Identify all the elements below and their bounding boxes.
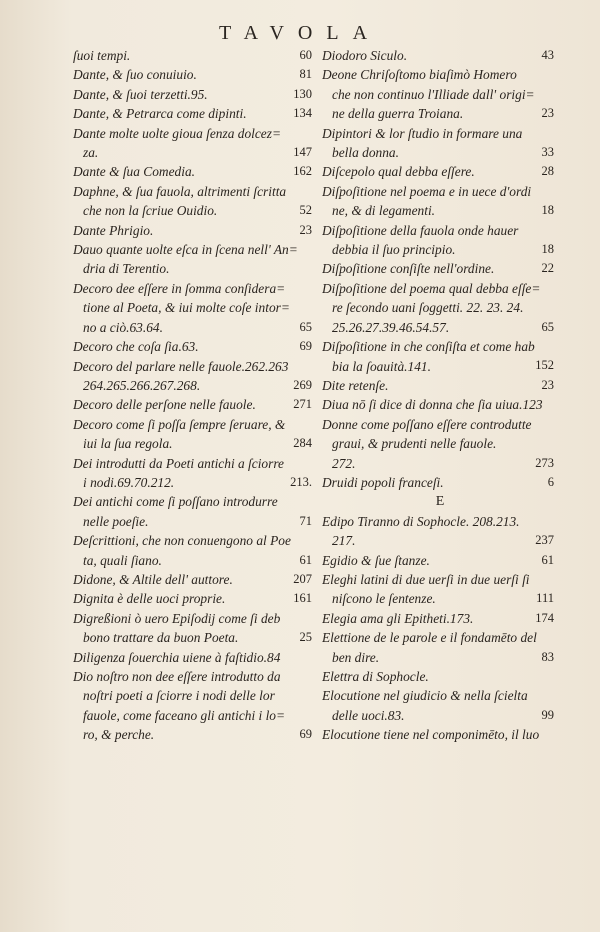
- entry-text: delle uoci.83.: [332, 707, 405, 723]
- page-number: 28: [541, 164, 554, 179]
- page-number: 273: [535, 455, 554, 470]
- page-number: 23: [299, 222, 312, 237]
- entry-text: che non continuo l'Illiade dall' origi=: [332, 86, 535, 102]
- entry-text: iui la ſua regola.: [83, 436, 173, 452]
- page-number: 152: [535, 358, 554, 373]
- index-entry: [73, 104, 316, 123]
- page-number: 61: [299, 552, 312, 567]
- entry-text: Diſcepolo qual debba eſſere.: [322, 164, 475, 180]
- index-entry: [322, 162, 558, 181]
- entry-text: Dipintori & lor ſtudio in formare una: [322, 125, 523, 141]
- index-entry: [322, 667, 558, 686]
- index-entry: [322, 570, 558, 609]
- page-number: 69: [299, 727, 312, 742]
- entry-text: no a ciò.63.64.: [83, 319, 163, 335]
- page-number: 130: [293, 86, 312, 101]
- page-number: 22: [541, 261, 554, 276]
- entry-text: Dante, & ſuo conuiuio.: [73, 67, 197, 83]
- entry-text: bono trattare da buon Poeta.: [83, 630, 239, 646]
- entry-text: Dio noſtro non dee eſſere introdutto da: [73, 669, 281, 684]
- entry-text: Dante molte uolte gioua ſenza dolcez=: [73, 125, 281, 141]
- index-entry: [73, 609, 316, 648]
- entry-text: Egidio & ſue ſtanze.: [322, 552, 430, 568]
- entry-text: Deone Chriſoſtomo biaſimò Homero: [322, 67, 517, 83]
- page-number: 284: [293, 436, 312, 451]
- page-number: 83: [541, 649, 554, 664]
- entry-text: nelle poeſie.: [83, 513, 149, 529]
- entry-text: 264.265.266.267.268.: [83, 377, 201, 393]
- entry-text: Diſpoſitione del poema qual debba eſſe=: [322, 280, 541, 296]
- index-entry: [322, 46, 558, 65]
- entry-text: Dignita è delle uoci proprie.: [73, 591, 226, 607]
- index-entry: [73, 162, 316, 181]
- entry-text: Elettra di Sophocle.: [322, 669, 429, 684]
- index-entry: [73, 85, 316, 104]
- index-entry: [322, 609, 558, 628]
- page-number: 69: [299, 339, 312, 354]
- entry-text: 272.: [332, 455, 356, 471]
- page-number: 60: [299, 48, 312, 62]
- entry-text: noſtri poeti a ſciorre i nodi delle lor: [83, 688, 275, 704]
- index-entry: [73, 395, 316, 414]
- index-entry: [322, 628, 558, 667]
- entry-text: Dauo quante uolte eſca in ſcena nell' An=: [73, 242, 298, 258]
- page-number: 207: [293, 571, 312, 586]
- entry-text: Decoro dee eſſere in ſomma conſidera=: [73, 280, 286, 296]
- page-number: 23: [541, 377, 554, 392]
- entry-text: Dante & ſua Comedia.: [73, 164, 195, 180]
- entry-text: Edipo Tiranno di Sophocle. 208.213.: [322, 513, 520, 529]
- entry-text: Diſpoſitione in che conſiſta et come hab: [322, 339, 535, 355]
- entry-text: ne, & di legamenti.: [332, 203, 436, 219]
- entry-text: Elocutione tiene nel componimēto, il luo: [322, 727, 540, 743]
- page-number: 269: [293, 377, 312, 392]
- entry-text: 217.: [332, 533, 356, 549]
- entry-text: Dante Phrigio.: [73, 222, 154, 238]
- entry-text: Dante, & ſuoi terzetti.95.: [73, 86, 208, 102]
- entry-text: re ſecondo uani ſoggetti. 22. 23. 24.: [332, 300, 524, 316]
- index-entry: [73, 492, 316, 531]
- index-entry: [73, 570, 316, 589]
- page-number: 18: [541, 203, 554, 218]
- entry-text: che non la ſcriue Ouidio.: [83, 203, 218, 219]
- entry-text: Elegia ama gli Epitheti.173.: [322, 610, 474, 626]
- entry-text: ro, & perche.: [83, 727, 155, 743]
- entry-text: Diſpoſitione conſiſte nell'ordine.: [322, 261, 495, 277]
- entry-text: Diligenza ſouerchia uiene à faſtidio.84: [73, 649, 281, 665]
- entry-text: Dei antichi come ſi poſſano introdurre: [73, 494, 278, 510]
- index-entry: [73, 454, 316, 493]
- index-entry: [73, 65, 316, 84]
- page-number: 18: [541, 242, 554, 257]
- entry-text: ben dire.: [332, 649, 380, 665]
- entry-text: Dite retenſe.: [322, 377, 389, 393]
- index-entry: [73, 124, 316, 163]
- page-number: 23: [541, 106, 554, 121]
- page-number: 237: [535, 533, 554, 548]
- index-entry: [322, 395, 558, 414]
- entry-text: Decoro delle perſone nelle fauole.: [73, 397, 256, 413]
- page-number: 43: [541, 48, 554, 62]
- page-number: 25: [299, 630, 312, 645]
- page-number: 111: [536, 591, 554, 606]
- entry-text: graui, & prudenti nelle fauole.: [332, 436, 497, 452]
- entry-text: Druidi popoli franceſi.: [322, 474, 444, 490]
- entry-text: Elocutione nel giudicio & nella ſcielta: [322, 688, 528, 704]
- entry-text: fauole, come faceano gli antichi i lo=: [83, 707, 286, 723]
- page-number: 147: [293, 145, 312, 160]
- entry-text: Diodoro Siculo.: [322, 48, 408, 63]
- entry-text: ſuoi tempi.: [73, 48, 131, 63]
- index-entry: [322, 551, 558, 570]
- index-entry: [322, 279, 558, 337]
- page-number: 65: [299, 319, 312, 334]
- entry-text: za.: [83, 145, 99, 161]
- index-entry: [322, 725, 558, 744]
- page-number: 213.: [290, 474, 312, 489]
- entry-text: Elettione de le parole e il fondamēto del: [322, 630, 537, 646]
- entry-text: Dante, & Petrarca come dipinti.: [73, 106, 247, 122]
- page-number: 6: [547, 474, 554, 489]
- index-entry: [322, 686, 558, 725]
- page-number: 174: [535, 610, 554, 625]
- entry-text: Decoro che coſa ſia.63.: [73, 339, 199, 355]
- entry-text: Dei introdutti da Poeti antichi a ſciorre: [73, 455, 284, 471]
- index-entry: [73, 648, 316, 667]
- index-entry: [73, 667, 316, 745]
- entry-text: Diſpoſitione nel poema e in uece d'ordi: [322, 183, 532, 199]
- index-entry: [73, 415, 316, 454]
- index-entry: [322, 337, 558, 376]
- page-number: 61: [541, 552, 554, 567]
- page-number: 161: [293, 591, 312, 606]
- page-number: 162: [293, 164, 312, 179]
- index-entry: [73, 279, 316, 337]
- index-entry: [73, 240, 316, 279]
- page-number: 52: [299, 203, 312, 218]
- entry-text: bia la ſoauità.141.: [332, 358, 431, 374]
- entry-text: Donne come poſſano eſſere controdutte: [322, 416, 532, 432]
- page-number: 134: [293, 106, 312, 121]
- index-entry: [322, 512, 558, 551]
- index-entry: [73, 221, 316, 240]
- page-number: 65: [541, 319, 554, 334]
- index-entry: [322, 473, 558, 492]
- index-entry: [322, 259, 558, 278]
- page-number: 81: [299, 67, 312, 82]
- index-entry: [322, 182, 558, 221]
- entry-text: ne della guerra Troiana.: [332, 106, 464, 122]
- index-column-left: [73, 46, 316, 745]
- section-letter: E: [435, 494, 445, 510]
- index-entry: [322, 124, 558, 163]
- entry-text: Deſcrittioni, che non conuengono al Poe: [73, 533, 291, 549]
- index-entry: [73, 46, 316, 65]
- index-entry: [322, 221, 558, 260]
- entry-text: Didone, & Altile dell' auttore.: [73, 571, 233, 587]
- entry-text: debbia il ſuo principio.: [332, 242, 456, 258]
- entry-text: Diua nō ſi dice di donna che ſia uiua.123: [322, 397, 543, 413]
- index-entry: [73, 589, 316, 608]
- index-entry: [322, 415, 558, 473]
- index-entry: [73, 337, 316, 356]
- page-number: 271: [293, 397, 312, 412]
- entry-text: dria di Terentio.: [83, 261, 170, 277]
- entry-text: i nodi.69.70.212.: [83, 474, 175, 490]
- page-number: 99: [541, 707, 554, 722]
- entry-text: tione al Poeta, & iui molte coſe intor=: [83, 300, 290, 316]
- entry-text: Daphne, & ſua fauola, altrimenti ſcritta: [73, 183, 287, 199]
- page-number: 71: [299, 513, 312, 528]
- entry-text: Diſpoſitione della fauola onde hauer: [322, 222, 519, 238]
- entry-text: Eleghi latini di due uerſi in due uerſi ſi: [322, 571, 530, 587]
- entry-text: ta, quali ſiano.: [83, 552, 162, 568]
- page-number: 33: [541, 145, 554, 160]
- index-entry: [322, 65, 558, 123]
- entry-text: 25.26.27.39.46.54.57.: [332, 319, 450, 335]
- index-entry: [73, 531, 316, 570]
- index-column-right: [322, 46, 558, 745]
- entry-text: Decoro come ſi poſſa ſempre ſeruare, &: [73, 416, 286, 432]
- index-entry: [73, 357, 316, 396]
- index-entry: [322, 376, 558, 395]
- entry-text: Decoro del parlare nelle fauole.262.263: [73, 358, 289, 374]
- entry-text: bella donna.: [332, 145, 399, 161]
- entry-text: niſcono le ſentenze.: [332, 591, 436, 607]
- index-entry: [73, 182, 316, 221]
- entry-text: Digreßioni ò uero Epiſodij come ſi deb: [73, 610, 281, 626]
- page-header: TAVOLA: [218, 22, 382, 44]
